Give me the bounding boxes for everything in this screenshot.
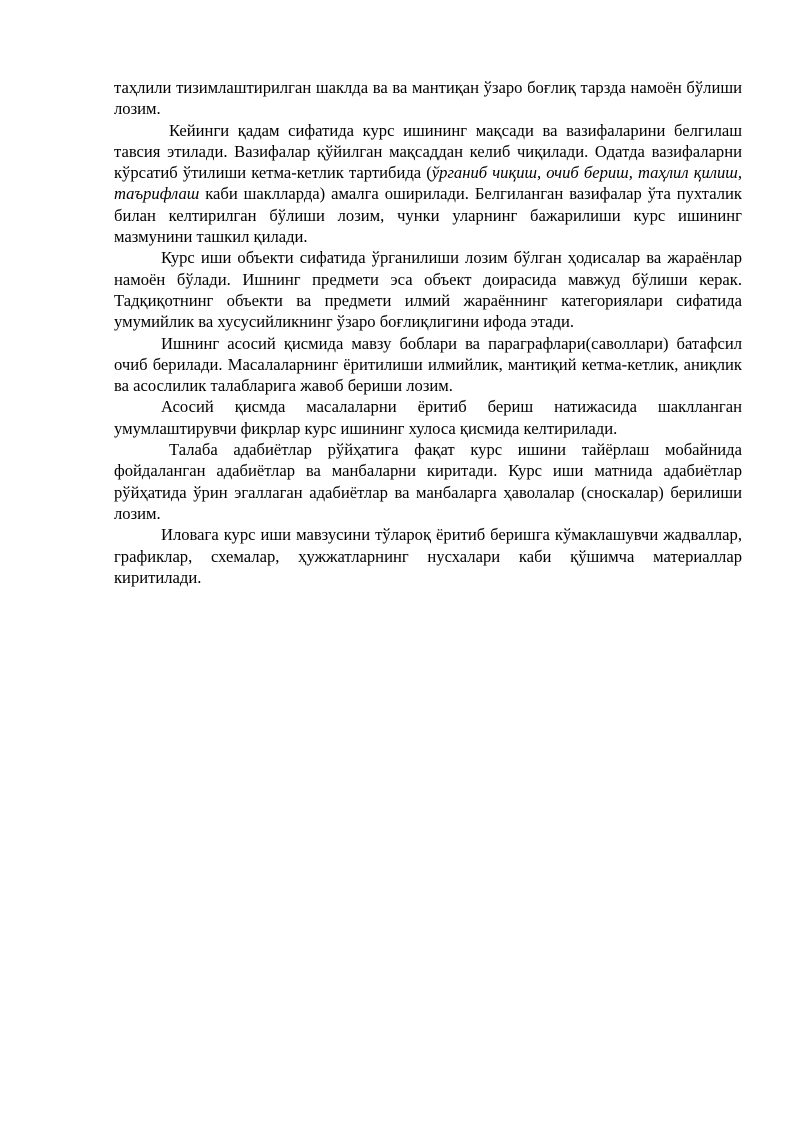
paragraph-main-part: Ишнинг асосий қисмида мавзу боблари ва параграфлари(саволлари) батафсил очиб берилади. Масалаларнинг ёритилиши илмийлик, мантиқий кетма-кетлик, аниқлик ва асослилик талабларига жавоб бериши лозим.: [114, 333, 742, 396]
paragraph-tasks-text-a: Кейинги қадам сифатида курс ишининг мақсади ва вазифаларини белгилаш тавсия этилади. Вазифалар қўйилган мақсаддан келиб чиқилади. Одатда вазифаларни кўрсатиб ўтилиши кетма-кетлик тартибида (: [114, 120, 742, 183]
paragraph-appendix: Иловага курс иши мавзусини тўлароқ ёритиб беришга кўмаклашувчи жадваллар, графиклар, схемалар, ҳужжатларнинг нусхалари каби қўшимча материаллар киритилади.: [114, 525, 742, 587]
paragraph-conclusion: Асосий қисмда масалаларни ёритиб бериш натижасида шаклланган умумлаштирувчи фикрлар курс ишининг хулоса қисмида келтирилади.: [114, 397, 742, 438]
document-body: [114, 77, 742, 588]
paragraph-references: Талаба адабиётлар рўйҳатига фақат курс ишини тайёрлаш мобайнида фойдаланган адабиётлар ва манбаларни киритади. Курс иши матнида адабиётлар рўйҳатида ўрин эгаллаган адабиётлар ва манбаларга ҳаволалар (сноскалар) берилиши лозим.: [114, 440, 742, 523]
paragraph-continuation: таҳлили тизимлаштирилган шаклда ва ва мантиқан ўзаро боғлиқ тарзда намоён бўлиши лозим.: [114, 78, 742, 119]
paragraph-object-subject: Курс иши объекти сифатида ўрганилиши лозим бўлган ҳодисалар ва жараёнлар намоён бўлади. Ишнинг предмети эса объект доирасида мавжуд бўлиши керак. Тадқиқотнинг объекти ва предмети илмий жараённинг категориялари сифатида умумийлик ва хусусийликнинг ўзаро боғлиқлигини ифода этади.: [114, 248, 742, 332]
paragraph-tasks-italic-list: ўрганиб чиқиш, очиб бериш, таҳлил қилиш, таърифлаш: [114, 163, 742, 204]
paragraph-tasks-text-b: каби шаклларда) амалга оширилади. Белгиланган вазифалар ўта пухталик билан келтирилган бўлиши лозим, чунки уларнинг бажарилиши курс ишининг мазмунини ташкил қилади.: [114, 184, 742, 247]
paragraph-tasks: [114, 120, 742, 248]
